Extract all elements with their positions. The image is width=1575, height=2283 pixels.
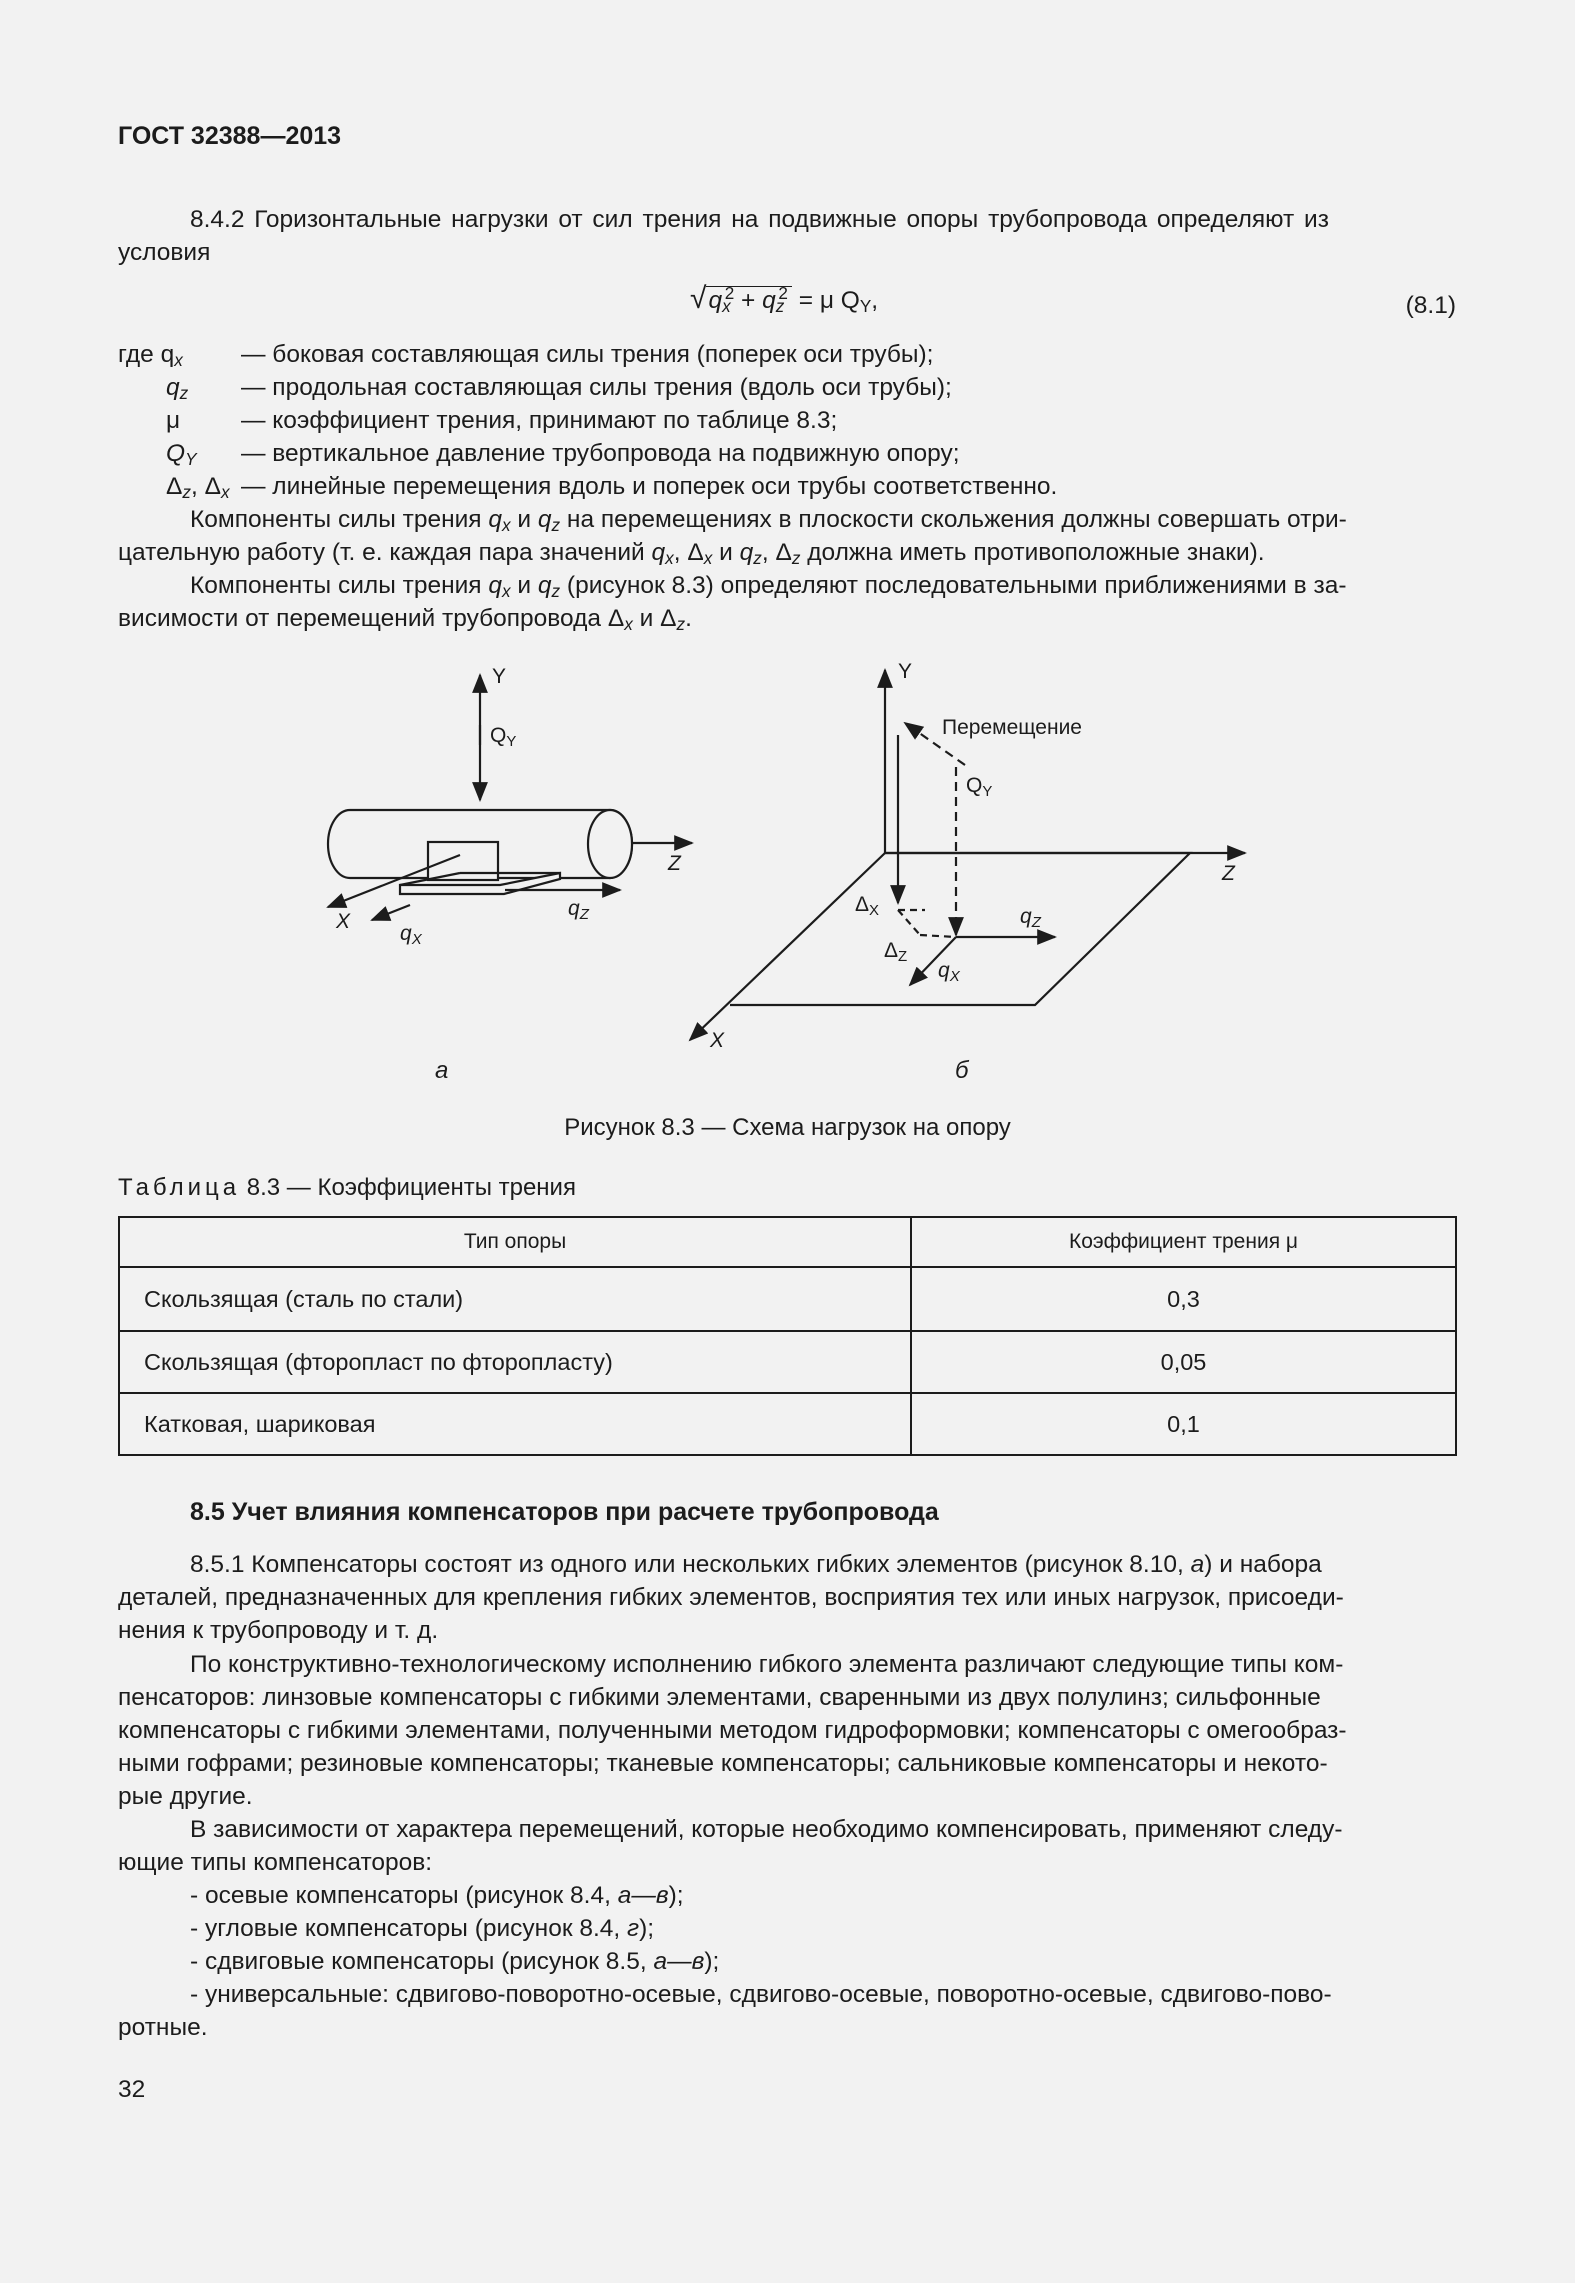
table-caption-word: Таблица: [118, 1174, 241, 1201]
table-caption-rest: 8.3 — Коэффициенты трения: [240, 1174, 576, 1201]
table-row: [119, 1267, 1456, 1331]
label-dz-b-main: Δ: [884, 939, 899, 962]
text-run: Компоненты силы трения: [190, 506, 489, 533]
label-qz-a-main: q: [568, 897, 580, 920]
definition-item: [118, 404, 1418, 437]
text-run: цательную работу (т. е. каждая пара значений: [118, 539, 652, 566]
label-z-a: Z: [668, 852, 681, 875]
table-cell: 0,1: [911, 1393, 1456, 1455]
list-item: [118, 1945, 1456, 1978]
paragraph-line: пенсаторов: линзовые компенсаторы с гибкими элементами, сваренными из двух полулинз; сильфонные: [118, 1684, 1321, 1711]
formula-8-1: $√q_x^2 + q_z^2 = \mu$ $Q_Y$,: [690, 282, 879, 316]
paragraph-line: деталей, предназначенных для крепления гибких элементов, восприятия тех или иных нагрузок, присоеди-: [118, 1584, 1344, 1611]
compensator-type-list: [118, 1879, 1456, 2044]
list-item: [118, 1879, 1456, 1912]
x-axis-b: [690, 853, 885, 1040]
sqrt-radicand: $q_x^2 + q_z^2$: [706, 286, 791, 315]
paragraph-8-4-2: [118, 203, 1456, 269]
support-block: [428, 842, 498, 880]
paragraph-components-2: Компоненты силы трения $q_x$ и $q_z$ (рисунок 8.3) определяют последовательными приближениями в за- висимости от перемещений трубопровода $\Delta_x$ и $\Delta_z$.: [118, 572, 1347, 634]
paragraph-line: По конструктивно-технологическому исполнению гибкого элемента различают следующие типы ком-: [190, 1651, 1344, 1678]
label-qz-a-sub: Z: [579, 906, 589, 923]
definition-item: [118, 437, 1418, 470]
page-number: 32: [118, 2076, 146, 2103]
paragraph-line: 8.4.2 Горизонтальные нагрузки от сил трения на подвижные опоры трубопровода определяют из: [190, 206, 1329, 233]
text-run: .: [685, 605, 692, 632]
label-qy-a-sub: Y: [506, 733, 517, 750]
paragraph-components-1: Компоненты силы трения $q_x$ и $q_z$ на перемещениях в плоскости скольжения должны совершать отри- цательную работу (т. е. каждая пара значений $q_x$, $\Delta_x$ и $q_z$, $\Delta_z$ должна иметь противоположные знаки).: [118, 506, 1347, 568]
label-qx-b-main: q: [938, 959, 950, 982]
table-header-row: [119, 1217, 1456, 1267]
table-caption: [118, 1174, 576, 1202]
paragraph-line: условия: [118, 239, 211, 266]
label-dz-b-sub: Z: [898, 948, 908, 965]
definition-text: — боковая составляющая силы трения (поперек оси трубы);: [241, 341, 934, 368]
paragraph-line: компенсаторы с гибкими элементами, полученными методом гидроформовки; компенсаторы с омегообраз-: [118, 1717, 1347, 1744]
text-run: должна иметь противоположные знаки).: [800, 539, 1265, 566]
definition-item: $\Delta_z$, $\Delta_x$ — линейные перемещения вдоль и поперек оси трубы соответственно.: [118, 470, 1418, 503]
formula-rhs: = μ Q: [798, 287, 860, 314]
label-qx-b-sub: X: [949, 968, 960, 985]
label-qz-a: [568, 897, 590, 923]
definition-symbol: q: [166, 374, 180, 401]
definition-list: [118, 338, 1418, 503]
label-qx-a-sub: X: [411, 931, 422, 948]
definition-symbol: Δ: [166, 473, 183, 500]
paragraph-8-5-1: [118, 1548, 1456, 1647]
label-qx-b: [938, 959, 961, 985]
paragraph-dependence: [118, 1813, 1456, 1879]
table-cell: 0,05: [911, 1331, 1456, 1393]
definition-text: — вертикальное давление трубопровода на подвижную опору;: [241, 440, 960, 467]
text-run: висимости от перемещений трубопровода: [118, 605, 608, 632]
label-qy-a: [490, 724, 516, 750]
paragraph-line: ными гофрами; резиновые компенсаторы; тканевые компенсаторы; сальниковые компенсаторы и некото-: [118, 1750, 1328, 1777]
text-run: );: [639, 1915, 655, 1942]
definition-symbol: где q: [118, 341, 175, 368]
label-qz-b-sub: Z: [1031, 914, 1041, 931]
label-x-b: X: [710, 1029, 725, 1052]
text-run: а—в: [653, 1948, 705, 1975]
label-dz-b: [884, 939, 907, 965]
paragraph-line: нения к трубопроводу и т. д.: [118, 1617, 439, 1644]
definition-text: — линейные перемещения вдоль и поперек оси трубы соответственно.: [241, 473, 1058, 500]
label-qy-a-main: Q: [490, 724, 507, 747]
text-run: );: [668, 1882, 684, 1909]
definition-text: — продольная составляющая силы трения (вдоль оси трубы);: [241, 374, 952, 401]
table-cell: Катковая, шариковая: [119, 1393, 911, 1455]
definition-subscript: Y: [185, 449, 197, 469]
table-header-cell: Тип опоры: [119, 1217, 911, 1267]
section-heading-8-5: 8.5 Учет влияния компенсаторов при расчете трубопровода: [190, 1498, 939, 1526]
figure-caption: Рисунок 8.3 — Схема нагрузок на опору: [564, 1114, 1011, 1141]
list-item: [118, 1912, 1456, 1945]
label-y-a: Y: [492, 665, 507, 688]
definition-item: [118, 371, 1418, 404]
equation-number: (8.1): [1405, 292, 1456, 319]
text-run: - угловые компенсаторы (рисунок 8.4,: [190, 1915, 628, 1942]
label-x-a: X: [336, 910, 351, 933]
label-qz-b-main: q: [1020, 905, 1032, 928]
text-run: - осевые компенсаторы (рисунок 8.4,: [190, 1882, 618, 1909]
figure-8-3-diagram: [300, 655, 1280, 1095]
definition-subscript: z: [182, 482, 191, 502]
paragraph-line: рые другие.: [118, 1783, 253, 1810]
paragraph-line: В зависимости от характера перемещений, которые необходимо компенсировать, применяют следу-: [190, 1816, 1343, 1843]
text-run: - сдвиговые компенсаторы (рисунок 8.5,: [190, 1948, 654, 1975]
definition-subscript: z: [179, 383, 189, 403]
table-cell: Скользящая (сталь по стали): [119, 1267, 911, 1331]
label-dx-b-main: Δ: [855, 893, 870, 916]
label-part-a: а: [435, 1057, 449, 1084]
sqrt-symbol: √: [690, 282, 707, 315]
label-qz-b: [1020, 905, 1042, 931]
definition-symbol: Q: [166, 440, 186, 467]
label-y-b: Y: [898, 660, 913, 683]
label-dx-b-sub: X: [869, 902, 880, 919]
text-run: на перемещениях в плоскости скольжения должны совершать отри-: [560, 506, 1347, 533]
text-run: ) и набора: [1204, 1551, 1322, 1578]
definition-item: [118, 338, 1418, 371]
table-cell: 0,3: [911, 1267, 1456, 1331]
label-dx-b: [855, 893, 879, 919]
text-run: а—в: [617, 1882, 669, 1909]
label-qy-b-main: Q: [966, 774, 983, 797]
table-row: [119, 1393, 1456, 1455]
text-run: а: [1190, 1551, 1205, 1578]
text-run: Компоненты силы трения: [190, 572, 489, 599]
table-header-cell: Коэффициент трения μ: [911, 1217, 1456, 1267]
list-item: - универсальные: сдвигово-поворотно-осевые, сдвигово-осевые, поворотно-осевые, сдвигово-пово-: [190, 1981, 1332, 2008]
definition-symbol: μ: [166, 407, 181, 434]
label-qy-b: [966, 774, 992, 800]
label-qy-b-sub: Y: [982, 783, 993, 800]
paragraph-types: [118, 1648, 1456, 1813]
qx-arrow-a: [372, 905, 410, 920]
paragraph-line: ющие типы компенсаторов:: [118, 1849, 433, 1876]
label-qx-a-main: q: [400, 922, 412, 945]
definition-text: — коэффициент трения, принимают по таблице 8.3;: [241, 407, 838, 434]
text-run: 8.5.1 Компенсаторы состоят из одного или нескольких гибких элементов (рисунок 8.10,: [190, 1551, 1191, 1578]
label-movement: Перемещение: [942, 716, 1082, 739]
label-part-b: б: [955, 1057, 969, 1084]
list-item-continuation: ротные.: [118, 2014, 208, 2041]
document-header: ГОСТ 32388—2013: [118, 122, 342, 150]
table-cell: Скользящая (фторопласт по фторопласту): [119, 1331, 911, 1393]
text-run: );: [704, 1948, 720, 1975]
friction-table: [118, 1216, 1457, 1456]
label-qx-a: [400, 922, 423, 948]
text-run: г: [627, 1915, 640, 1942]
definition-subscript: x: [174, 350, 183, 370]
sliding-plane: [730, 853, 1190, 1005]
label-z-b: Z: [1222, 862, 1235, 885]
text-run: (рисунок 8.3) определяют последовательными приближениями в за-: [560, 572, 1347, 599]
table-row: [119, 1331, 1456, 1393]
